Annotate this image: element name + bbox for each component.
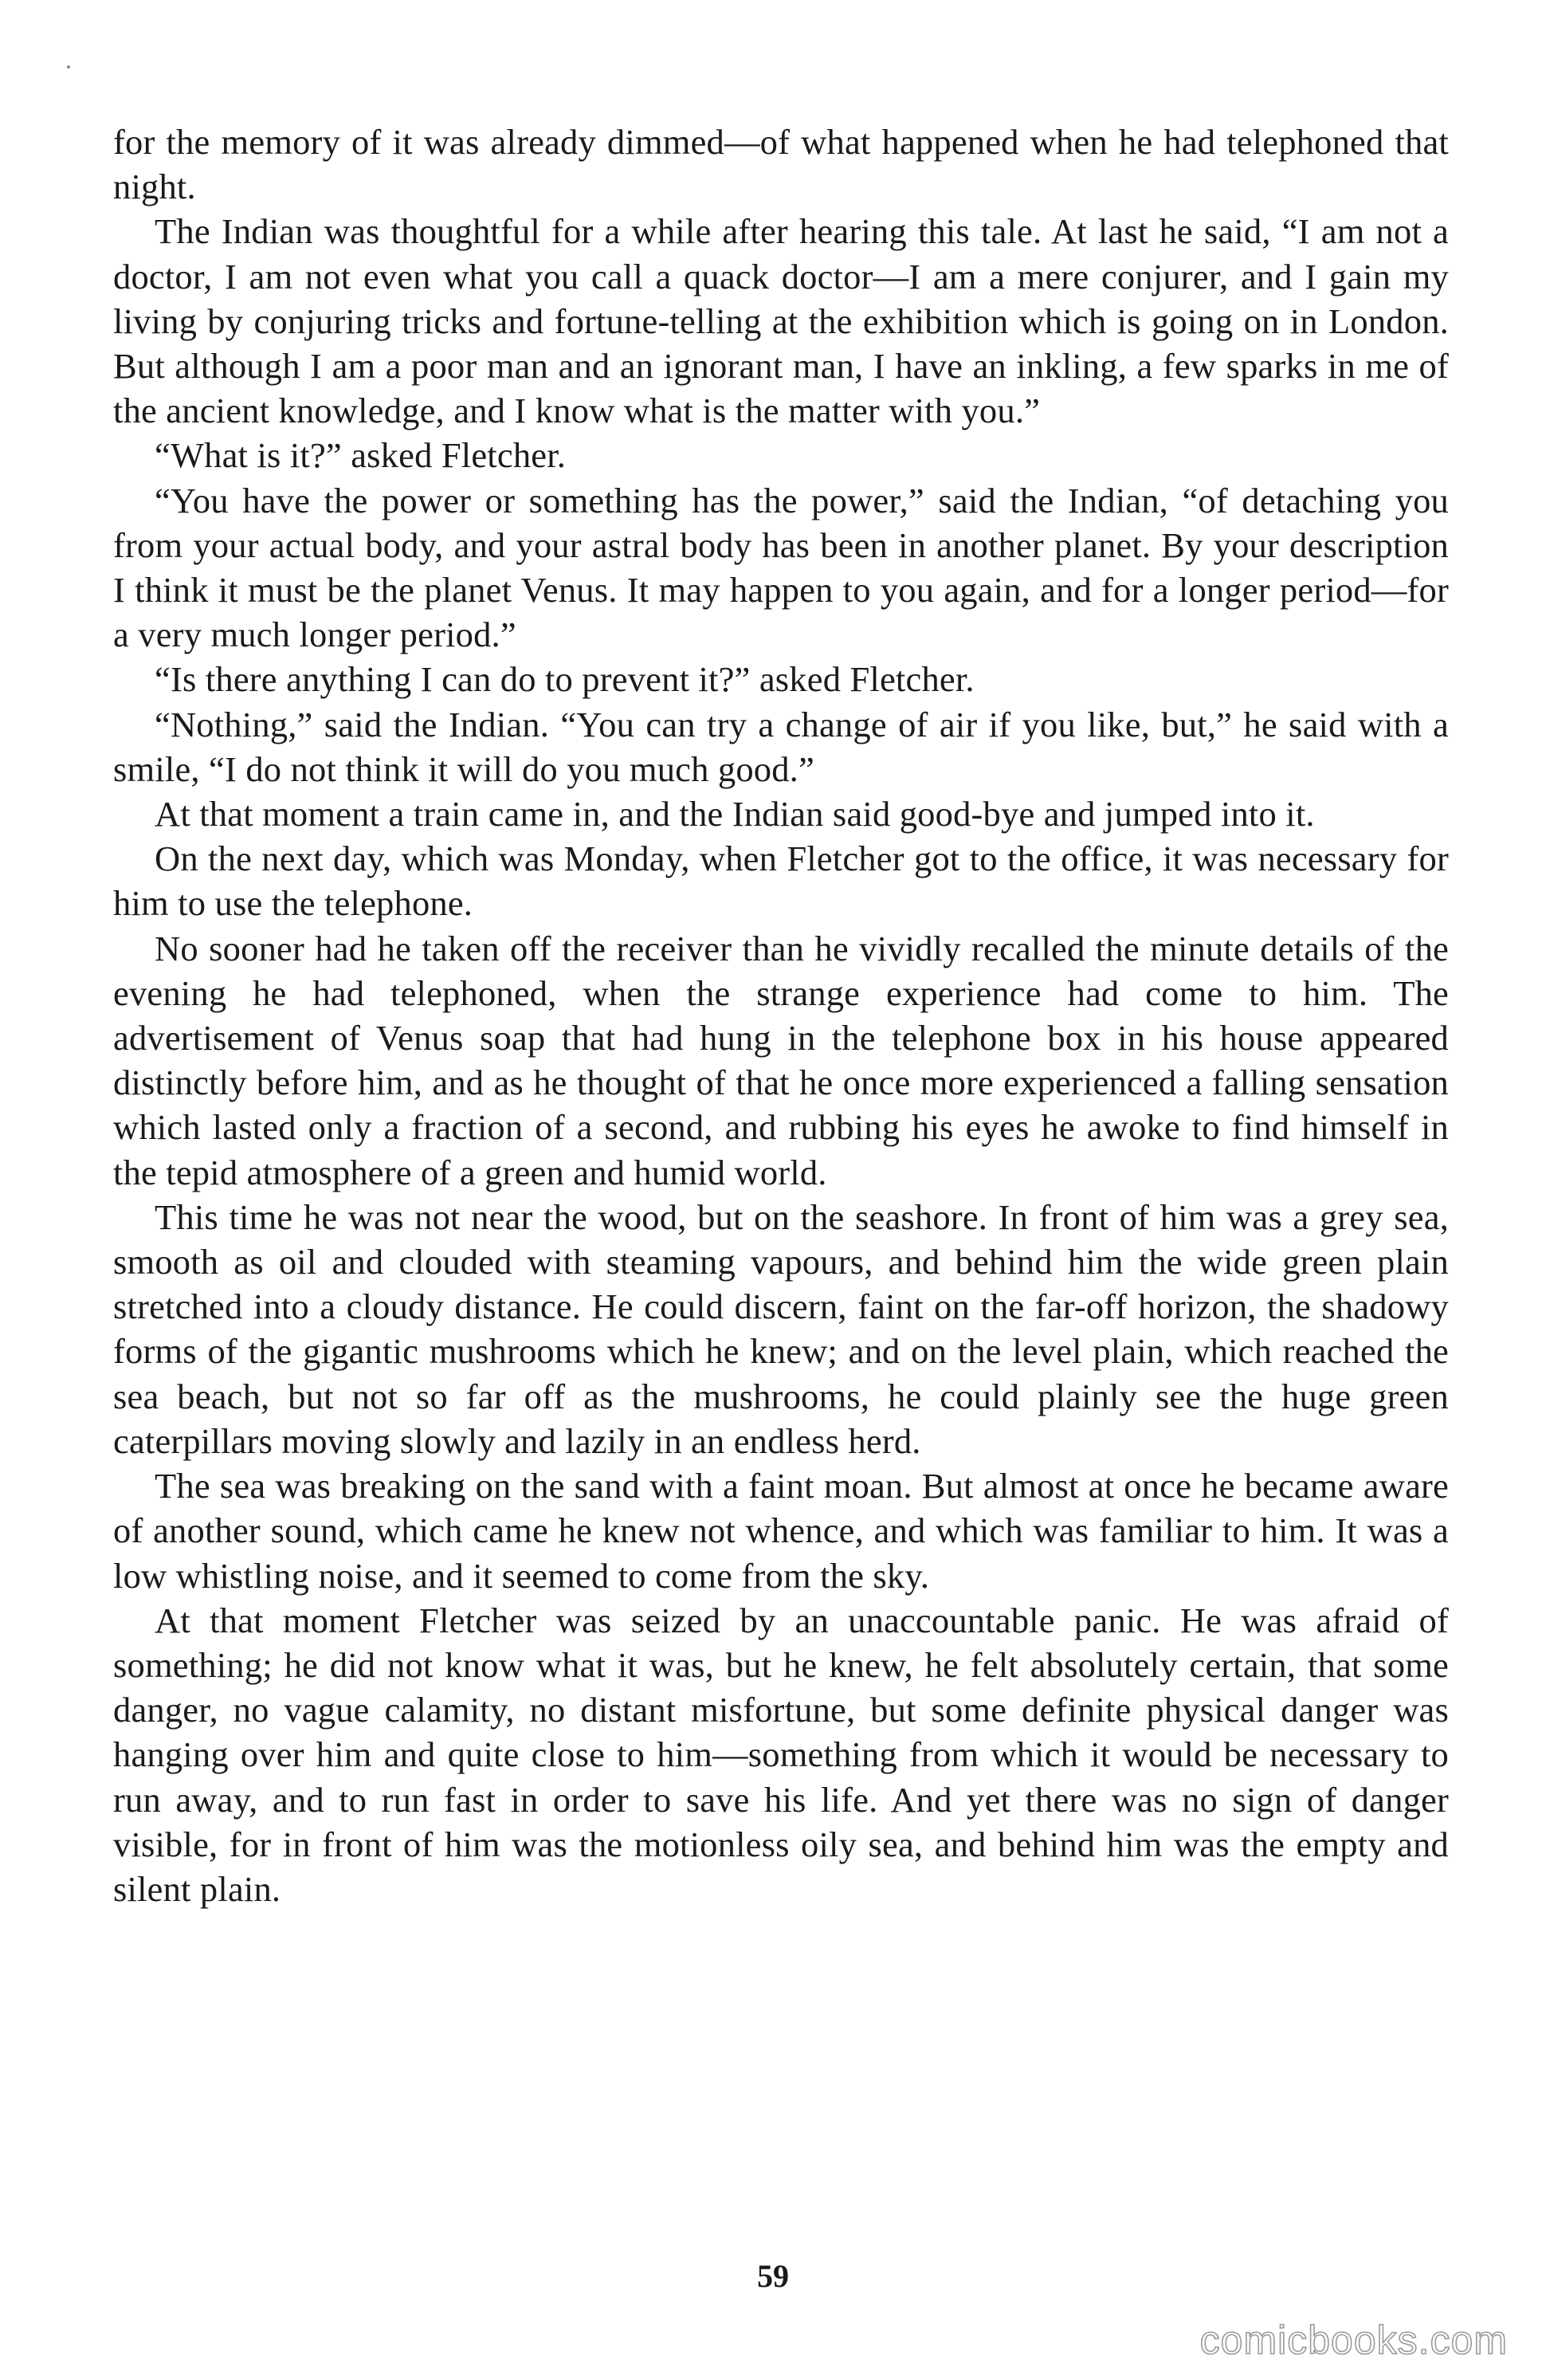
paragraph-seashore: This time he was not near the wood, but on the seashore. In front of him was a grey sea, smooth as oil and clouded with steaming vapours, and behind him the wide green plain stretched into a cloudy distance. He could discern, faint on the far-off horizon, the shadowy forms of the gigantic mushrooms which he knew; and on the level plain, which reached the sea beach, but not so far off as the mushrooms, he could plainly see the huge green caterpillars moving slowly and lazily in an endless herd.	[113, 1196, 1449, 1461]
paragraph-astral-body: “You have the power or something has the power,” said the Indian, “of detaching you from your actual body, and your astral body has been in another planet. By your description I think it must be the planet Venus. It may happen to you again, and for a longer period—for a very much longer period.”	[113, 480, 1449, 655]
paragraph-receiver: No sooner had he taken off the receiver than he vividly recalled the minute details of the evening he had telephoned, when the strange experience had come to him. The advertisement of Venus soap that had hung in the telephone box in his house appeared distinctly before him, and as he thought of that he once more experienced a falling sensation which lasted only a fraction of a second, and rubbing his eyes he awoke to find himself in the tepid atmosphere of a green and humid world.	[113, 928, 1449, 1192]
paragraph-nothing: “Nothing,” said the Indian. “You can try a change of air if you like, but,” he said with a smile, “I do not think it will do you much good.”	[113, 704, 1449, 789]
paragraph-continuation: for the memory of it was already dimmed—of what happened when he had telephoned that night.	[113, 122, 1449, 207]
paragraph-monday: On the next day, which was Monday, when Fletcher got to the office, it was necessary for him to use the telephone.	[113, 838, 1449, 924]
paragraph-whistling: The sea was breaking on the sand with a faint moan. But almost at once he became aware of another sound, which came he knew not whence, and which was familiar to him. It was a low whistling noise, and it seemed to come from the sky.	[113, 1466, 1449, 1596]
paragraph-prevent-it: “Is there anything I can do to prevent it?” asked Fletcher.	[155, 659, 975, 700]
watermark: comicbooks.com	[1199, 2318, 1508, 2362]
paragraph-indian-speech: The Indian was thoughtful for a while after hearing this tale. At last he said, “I am not a doctor, I am not even what you call a quack doctor—I am a mere conjurer, and I gain my living by conjuring tricks and fortune-telling at the exhibition which is going on in London. But although I am a poor man and an ignorant man, I have an inkling, a few sparks in me of the ancient knowledge, and I know what is the matter with you.”	[113, 211, 1449, 431]
paragraph-what-is-it: “What is it?” asked Fletcher.	[155, 435, 567, 476]
paragraph-train: At that moment a train came in, and the Indian said good-bye and jumped into it.	[155, 794, 1315, 835]
paper-speck	[67, 65, 70, 69]
body-text	[113, 120, 1449, 1911]
paragraph-panic: At that moment Fletcher was seized by an unaccountable panic. He was afraid of something; he did not know what it was, but he knew, he felt absolutely certain, that some danger, no vague calamity, no distant misfortune, but some definite physical danger was hanging over him and quite close to him—something from which it would be necessary to run away, and to run fast in order to save his life. And yet there was no sign of danger visible, for in front of him was the motionless oily sea, and behind him was the empty and silent plain.	[113, 1600, 1449, 1909]
page-number: 59	[757, 2258, 789, 2294]
